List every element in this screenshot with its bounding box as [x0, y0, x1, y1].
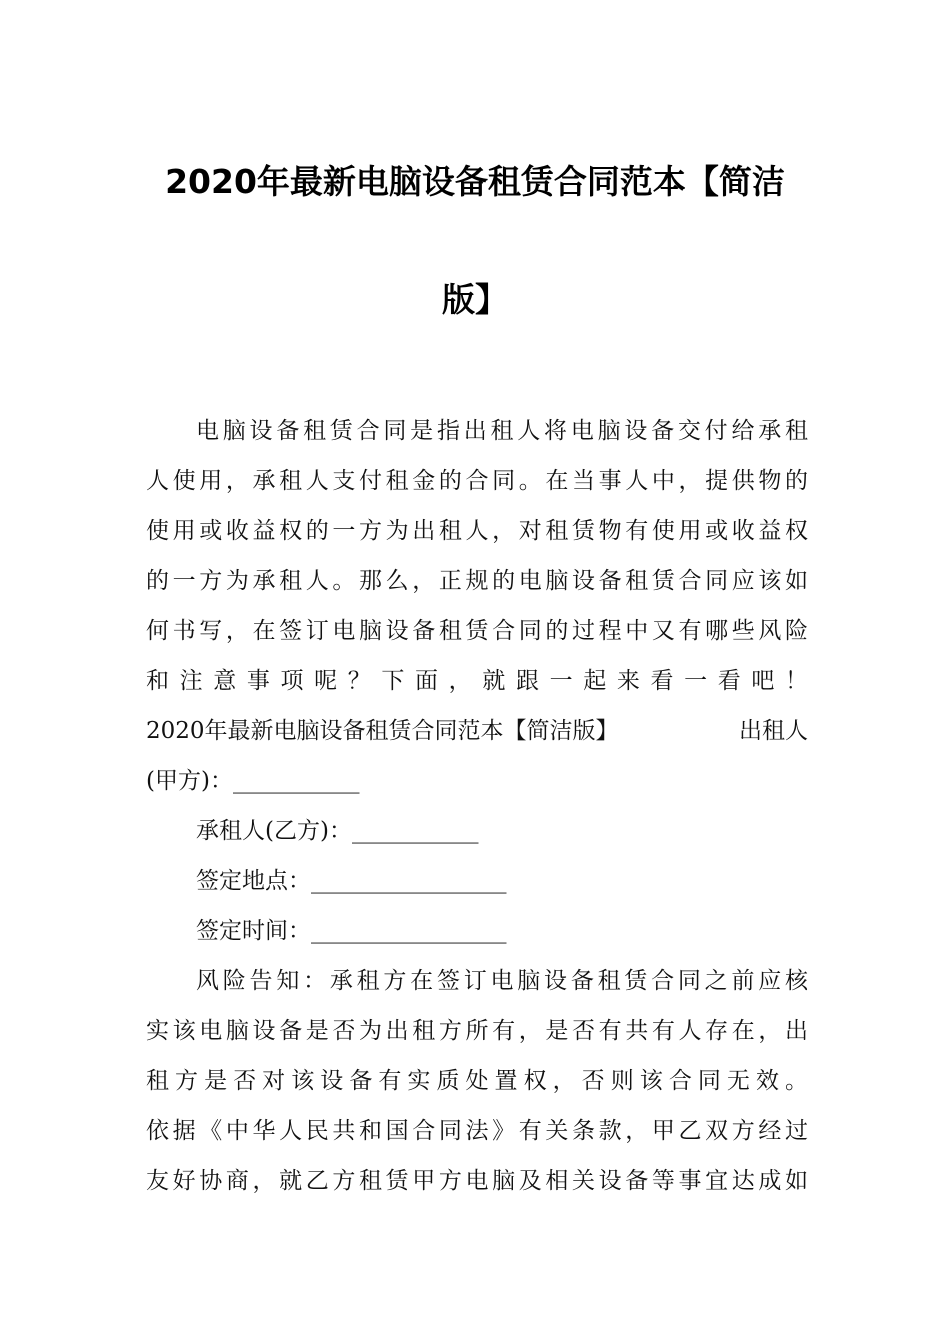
- lessor-party-field: (甲方)：___________: [146, 768, 360, 794]
- paragraph-line: 电脑设备租赁合同是指出租人将电脑设备交付给承租: [196, 418, 808, 444]
- risk-line: 友好协商，就乙方租赁甲方电脑及相关设备等事宜达成如: [146, 1168, 808, 1194]
- sign-place-field: 签定地点：_________________: [196, 868, 507, 894]
- risk-line: 实该电脑设备是否为出租方所有，是否有共有人存在，出: [146, 1018, 808, 1044]
- risk-line: 依据《中华人民共和国合同法》有关条款，甲乙双方经过: [146, 1118, 808, 1144]
- paragraph-line: 人使用，承租人支付租金的合同。在当事人中，提供物的: [146, 468, 808, 494]
- risk-line: 风险告知：承租方在签订电脑设备租赁合同之前应核: [196, 968, 808, 994]
- contract-title-row: [146, 716, 808, 746]
- document-title-line-1: 2020年最新电脑设备租赁合同范本【简洁: [165, 162, 785, 201]
- lessor-label: 出租人: [739, 718, 808, 744]
- lessee-party-field: 承租人(乙方)：___________: [196, 818, 479, 844]
- paragraph-line: 使用或收益权的一方为出租人，对租赁物有使用或收益权: [146, 518, 808, 544]
- paragraph-line: 的一方为承租人。那么，正规的电脑设备租赁合同应该如: [146, 568, 808, 594]
- sign-time-field: 签定时间：_________________: [196, 918, 507, 944]
- paragraph-line: 和注意事项呢？下面，就跟一起来看一看吧！: [146, 668, 808, 694]
- document-title-line-2: 版】: [442, 280, 508, 319]
- contract-title-inline: 2020年最新电脑设备租赁合同范本【简洁版】: [146, 718, 619, 744]
- paragraph-line: 何书写，在签订电脑设备租赁合同的过程中又有哪些风险: [146, 618, 808, 644]
- risk-line: 租方是否对该设备有实质处置权，否则该合同无效。: [146, 1068, 808, 1094]
